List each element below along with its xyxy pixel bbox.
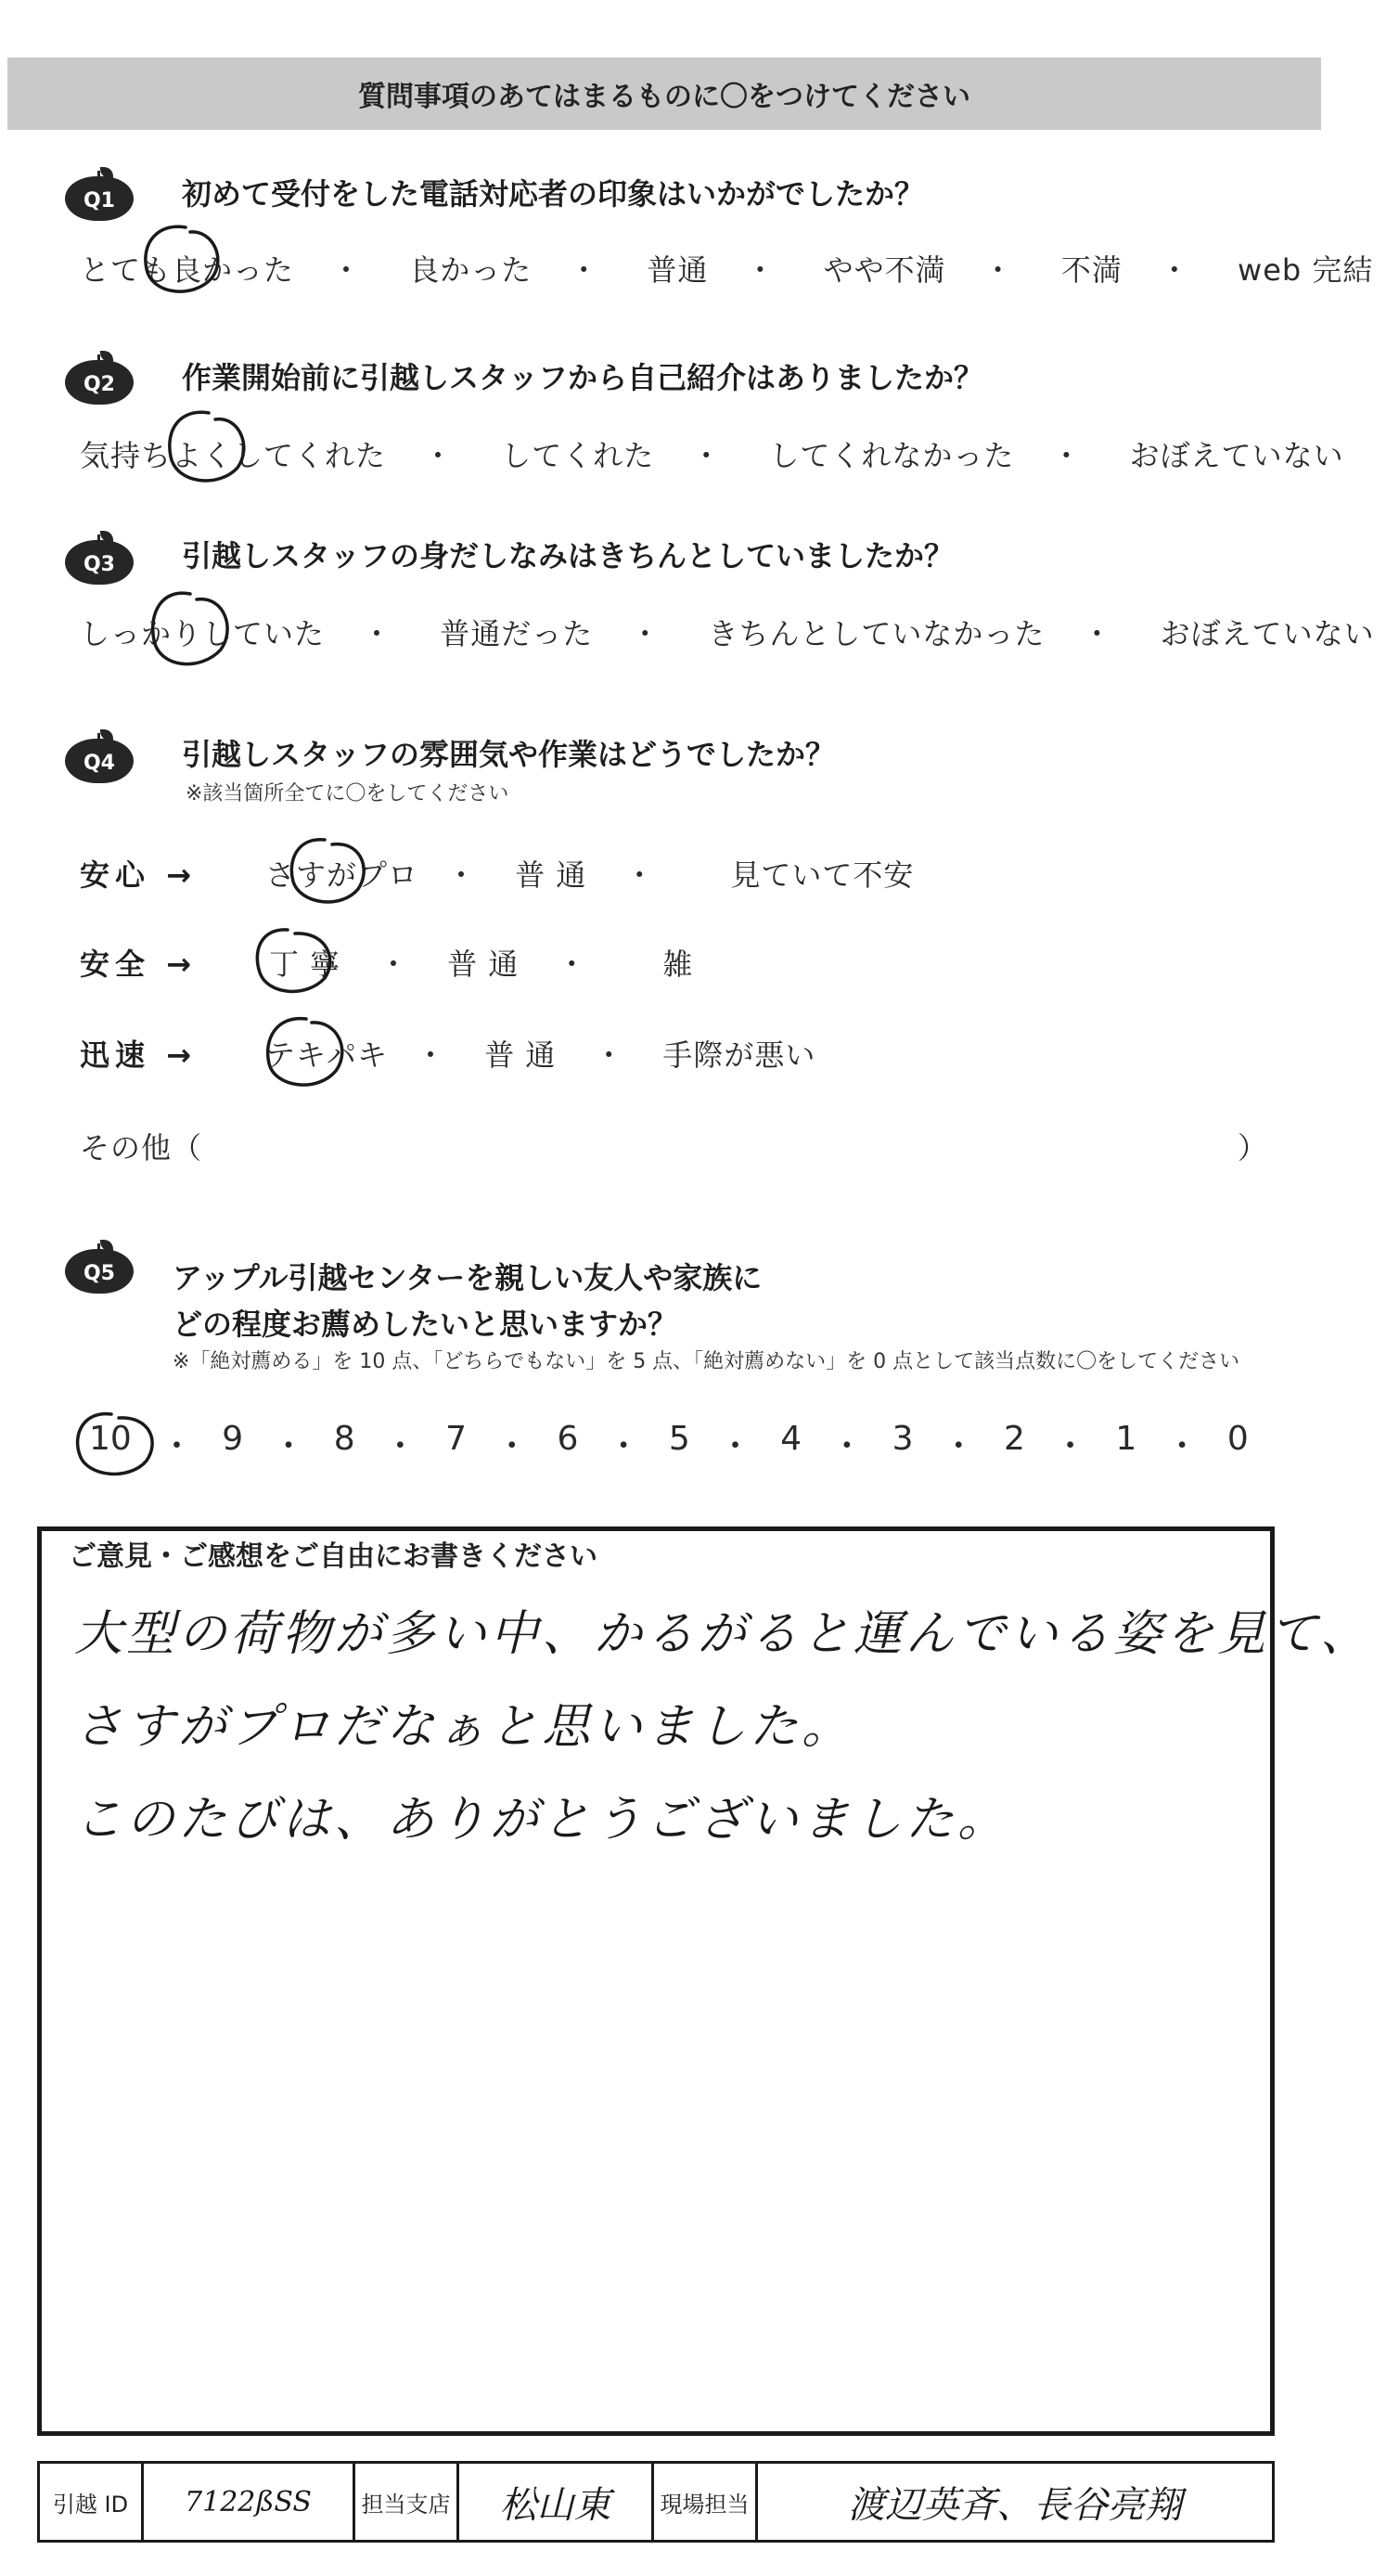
id-value: 7122ßSS xyxy=(185,2485,312,2518)
comment-line-2: さすがプロだなぁと思いました。 xyxy=(74,1699,854,1755)
q5-score-3[interactable]: 3 xyxy=(892,1420,914,1458)
q5-score-10[interactable]: 10 xyxy=(89,1420,132,1458)
comment-line-3: このたびは、ありがとうございました。 xyxy=(74,1792,1010,1848)
q3-options: しっかりしていた ・ 普通だった ・ きちんとしていなかった ・ おぼえていない xyxy=(80,616,1375,651)
q1-icon: Q1 xyxy=(65,167,134,221)
q5-question-line1: アップル引越センターを親しい友人や家族に xyxy=(173,1260,763,1295)
q2-icon: Q2 xyxy=(65,351,134,405)
q2-option-2[interactable]: してくれた xyxy=(501,438,655,473)
q3-icon: Q3 xyxy=(65,531,134,585)
comments-title: ご意見・ご感想をご自由にお書きください xyxy=(69,1540,597,1573)
q5-scale: 10 ・ 9 ・ 8 ・ 7 ・ 6 ・ 5 ・ 4 ・ 3 ・ 2 ・ 1 ・ 0 xyxy=(89,1420,1249,1465)
q2-question: 作業開始前に引越しスタッフから自己紹介はありましたか？ xyxy=(182,360,984,395)
q5-score-9[interactable]: 9 xyxy=(222,1420,244,1458)
q2-option-1[interactable]: 気持ちよくしてくれた xyxy=(80,438,387,473)
q4-row-jinsoku-options: テキパキ ・ 普通 ・ 手際が悪い xyxy=(265,1037,816,1073)
q1-option-4[interactable]: やや不満 xyxy=(823,252,946,288)
q5-score-6[interactable]: 6 xyxy=(557,1420,579,1458)
q3-option-1[interactable]: しっかりしていた xyxy=(80,616,326,651)
q4-other-label: その他（ xyxy=(80,1130,203,1166)
q4-anshin-selection-circle xyxy=(291,840,364,902)
q4-anshin-option-2[interactable]: 普通 xyxy=(515,857,597,893)
q5-score-0[interactable]: 0 xyxy=(1226,1420,1249,1458)
q1-option-5[interactable]: 不満 xyxy=(1060,252,1123,288)
q1-option-2[interactable]: 良かった xyxy=(409,252,533,288)
q3-option-2[interactable]: 普通だった xyxy=(440,616,594,651)
q4-row-anshin-label: 安心 → xyxy=(80,857,197,893)
comment-line-1: 大型の荷物が多い中、かるがると運んでいる姿を見て、 xyxy=(74,1606,1372,1662)
staff-value: 渡辺英斉、長谷亮翔 xyxy=(848,2483,1182,2527)
q2-option-3[interactable]: してくれなかった xyxy=(769,438,1015,473)
q5-note: ※「絶対薦める」を 10 点、「どちらでもない」を 5 点、「絶対薦めない」を 0 点として該当点数に〇をしてください xyxy=(173,1350,1240,1373)
q5-icon: Q5 xyxy=(65,1240,134,1294)
q5-question-line2: どの程度お薦めしたいと思いますか？ xyxy=(173,1307,678,1342)
q5-score-7[interactable]: 7 xyxy=(445,1420,467,1458)
q5-score-8[interactable]: 8 xyxy=(333,1420,355,1458)
q4-row-anzen-label: 安全 → xyxy=(80,947,197,982)
q4-other-close: ） xyxy=(1238,1130,1269,1166)
staff-label: 現場担当 xyxy=(660,2491,750,2518)
q4-row-jinsoku-label: 迅速 → xyxy=(80,1037,197,1073)
q3-question: 引越しスタッフの身だしなみはきちんとしていましたか？ xyxy=(182,538,955,573)
q2-selection-circle xyxy=(170,412,244,481)
q4-icon: Q4 xyxy=(65,729,134,783)
q4-anzen-selection-circle xyxy=(257,930,329,992)
branch-label: 担当支店 xyxy=(361,2491,451,2518)
q5-score-5[interactable]: 5 xyxy=(668,1420,690,1458)
q1-options: とても良かった ・ 良かった ・ 普通 ・ やや不満 ・ 不満 ・ web 完結 xyxy=(80,252,1374,288)
q4-anzen-option-3[interactable]: 雑 xyxy=(662,947,694,982)
page-title: 質問事項のあてはまるものに〇をつけてください xyxy=(7,58,1321,130)
q4-anshin-option-1[interactable]: さすがプロ xyxy=(265,857,419,893)
q4-note: ※該当箇所全てに〇をしてください xyxy=(186,782,509,805)
q4-jinsoku-option-1[interactable]: テキパキ xyxy=(265,1037,389,1073)
q4-anzen-option-1[interactable]: 丁寧 xyxy=(269,947,352,982)
q1-option-6[interactable]: web 完結 xyxy=(1238,252,1374,288)
q4-jinsoku-option-2[interactable]: 普通 xyxy=(484,1037,567,1073)
q4-jinsoku-option-3[interactable]: 手際が悪い xyxy=(662,1037,816,1073)
q4-row-anshin-options: さすがプロ ・ 普通 ・ 見ていて不安 xyxy=(265,857,915,893)
id-label: 引越 ID xyxy=(52,2491,129,2518)
q4-question: 引越しスタッフの雰囲気や作業はどうでしたか？ xyxy=(182,737,836,772)
branch-value: 松山東 xyxy=(499,2483,611,2527)
q5-score-4[interactable]: 4 xyxy=(780,1420,802,1458)
q1-selection-circle xyxy=(146,226,218,291)
q4-anzen-option-2[interactable]: 普通 xyxy=(447,947,530,982)
q5-selection-circle xyxy=(78,1414,153,1475)
q3-selection-circle xyxy=(153,593,227,663)
q3-option-4[interactable]: おぼえていない xyxy=(1160,616,1375,651)
q1-option-1[interactable]: とても良かった xyxy=(80,252,295,288)
q4-jinsoku-selection-circle xyxy=(268,1019,342,1086)
q2-options: 気持ちよくしてくれた ・ してくれた ・ してくれなかった ・ おぼえていない xyxy=(80,438,1344,473)
q4-row-anzen-options: 丁寧 ・ 普通 ・ 雑 xyxy=(269,947,694,982)
q2-option-4[interactable]: おぼえていない xyxy=(1129,438,1344,473)
q5-score-2[interactable]: 2 xyxy=(1004,1420,1025,1458)
q5-score-1[interactable]: 1 xyxy=(1115,1420,1137,1458)
q3-option-3[interactable]: きちんとしていなかった xyxy=(708,616,1046,651)
q1-option-3[interactable]: 普通 xyxy=(647,252,709,288)
q1-question: 初めて受付をした電話対応者の印象はいかがでしたか？ xyxy=(182,176,925,212)
q4-anshin-option-3[interactable]: 見ていて不安 xyxy=(730,857,915,893)
